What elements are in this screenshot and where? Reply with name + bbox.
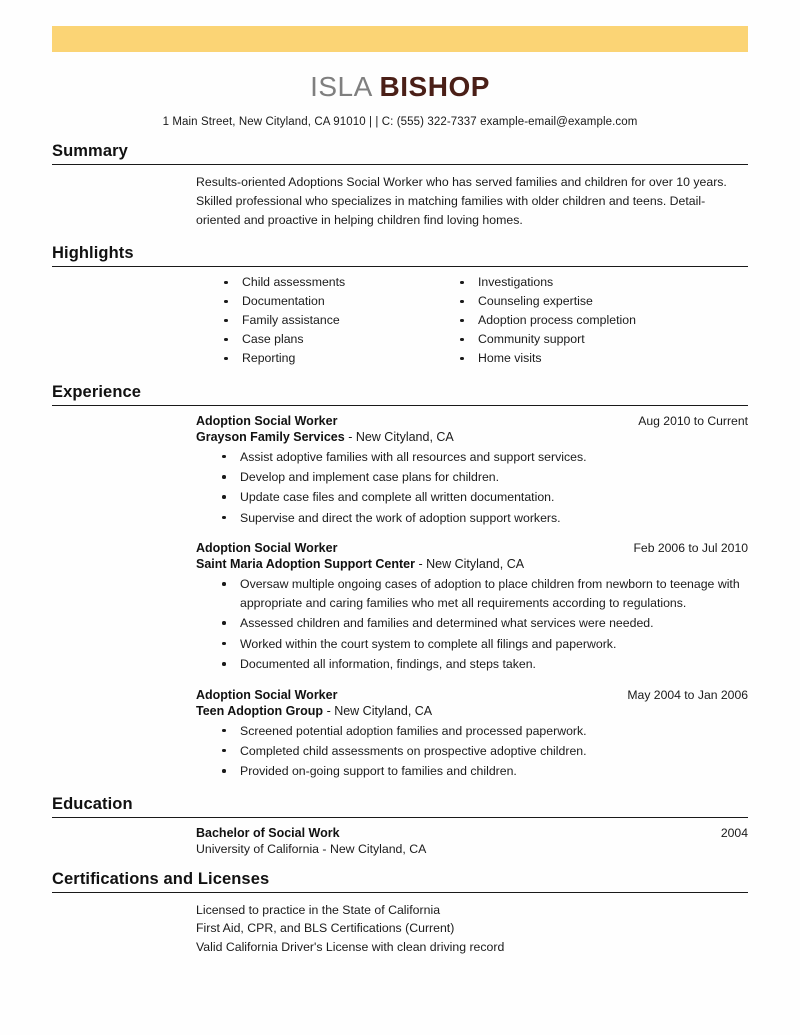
- experience-entry-header: [196, 414, 748, 428]
- section-title-experience: Experience: [52, 382, 142, 401]
- experience-entry: [196, 414, 748, 528]
- resume-content: [52, 62, 748, 956]
- experience-entry: [196, 541, 748, 673]
- list-item: Oversaw multiple ongoing cases of adoption to place children from newborn to teenage with appropriate and caring families who met all requirements according to regulations.: [218, 575, 748, 612]
- summary-text: Results-oriented Adoptions Social Worker who has served families and children for over 10 years. Skilled professional who specializes in matching families with older children and teens. Detail-oriented and proactive in helping children find loving homes.: [196, 174, 727, 227]
- job-location: - New Cityland, CA: [348, 429, 454, 444]
- list-item: Develop and implement case plans for children.: [218, 468, 748, 486]
- section-highlights: [52, 244, 748, 369]
- list-item: Case plans: [220, 331, 456, 348]
- job-dates: Feb 2006 to Jul 2010: [633, 541, 748, 556]
- section-experience: [52, 383, 748, 781]
- list-item: Child assessments: [220, 274, 456, 291]
- job-title: Adoption Social Worker: [196, 687, 338, 702]
- list-item: Home visits: [456, 350, 692, 367]
- list-item: Investigations: [456, 274, 692, 291]
- list-item: Completed child assessments on prospective adoptive children.: [218, 742, 748, 760]
- certifications-body: [52, 893, 748, 956]
- experience-entry-header: [196, 541, 748, 555]
- job-company: Grayson Family Services: [196, 429, 345, 444]
- education-year: 2004: [720, 825, 748, 840]
- job-company: Saint Maria Adoption Support Center: [196, 557, 415, 572]
- list-item: Screened potential adoption families and processed paperwork.: [218, 722, 748, 740]
- education-school: University of California - New Cityland, CA: [196, 841, 427, 856]
- job-bullet-list: [218, 575, 748, 673]
- list-item: Supervise and direct the work of adoption support workers.: [218, 509, 748, 527]
- list-item: Assessed children and families and determined what services were needed.: [218, 614, 748, 632]
- section-education: [52, 795, 748, 856]
- candidate-last-name: BISHOP: [379, 71, 490, 102]
- list-item: Update case files and complete all written documentation.: [218, 488, 748, 506]
- list-item: Reporting: [220, 350, 456, 367]
- list-item: Counseling expertise: [456, 293, 692, 310]
- job-bullets: [196, 575, 748, 673]
- list-item: Community support: [456, 331, 692, 348]
- highlights-body: [52, 267, 748, 369]
- list-item: Family assistance: [220, 312, 456, 329]
- education-entry-header: [196, 826, 748, 840]
- section-title-highlights: Highlights: [52, 243, 134, 262]
- highlights-column-right: [456, 274, 692, 369]
- job-title: Adoption Social Worker: [196, 413, 338, 428]
- job-dates: Aug 2010 to Current: [638, 413, 748, 428]
- section-title-summary: Summary: [52, 141, 128, 160]
- section-summary: [52, 142, 748, 230]
- certification-item: First Aid, CPR, and BLS Certifications (Current): [196, 921, 455, 936]
- candidate-name: [52, 70, 748, 104]
- list-item: Worked within the court system to complete all filings and paperwork.: [218, 635, 748, 653]
- job-location: - New Cityland, CA: [326, 703, 433, 718]
- header-accent-banner: [52, 26, 748, 52]
- highlights-column-left: [220, 274, 456, 369]
- certification-item: Valid California Driver's License with clean driving record: [196, 939, 505, 954]
- contact-info: 1 Main Street, New Cityland, CA 91010 | | C: (555) 322-7337 example-email@example.com: [162, 115, 638, 128]
- job-location: - New Cityland, CA: [418, 557, 525, 572]
- section-title-education: Education: [52, 794, 133, 813]
- section-certifications: [52, 870, 748, 956]
- job-bullet-list: [218, 448, 748, 528]
- list-item: Documented all information, findings, and steps taken.: [218, 655, 748, 673]
- job-company: Teen Adoption Group: [196, 703, 324, 718]
- highlights-list-left: [220, 274, 456, 367]
- job-company-line: [196, 557, 748, 571]
- job-bullets: [196, 722, 748, 781]
- section-title-certifications: Certifications and Licenses: [52, 869, 270, 888]
- education-degree: Bachelor of Social Work: [196, 825, 340, 840]
- list-item: Provided on-going support to families and children.: [218, 762, 748, 780]
- certification-item: Licensed to practice in the State of California: [196, 902, 441, 917]
- job-company-line: [196, 430, 748, 444]
- job-company-line: [196, 704, 748, 718]
- candidate-first-name: ISLA: [310, 71, 372, 102]
- education-body: [52, 818, 748, 856]
- job-title: Adoption Social Worker: [196, 541, 338, 556]
- highlights-list-right: [456, 274, 692, 367]
- experience-entry-header: [196, 688, 748, 702]
- job-dates: May 2004 to Jan 2006: [627, 687, 748, 702]
- job-bullet-list: [218, 722, 748, 781]
- experience-body: [52, 406, 748, 781]
- job-bullets: [196, 448, 748, 528]
- list-item: Assist adoptive families with all resources and support services.: [218, 448, 748, 466]
- list-item: Documentation: [220, 293, 456, 310]
- summary-body: [52, 165, 748, 230]
- experience-entry: [196, 688, 748, 781]
- list-item: Adoption process completion: [456, 312, 692, 329]
